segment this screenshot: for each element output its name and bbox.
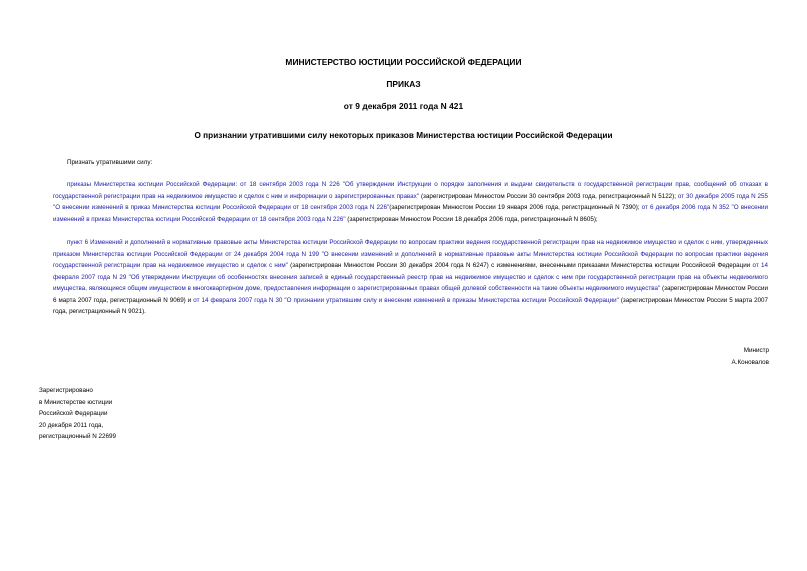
registration-line: в Министерстве юстиции xyxy=(39,398,113,406)
registration-line: Зарегистрировано xyxy=(39,387,93,394)
paragraph-1 xyxy=(53,179,768,225)
intro-text: Признать утратившими силу: xyxy=(67,159,153,166)
doc-type-heading: ПРИКАЗ xyxy=(386,79,421,89)
paragraph-2 xyxy=(53,237,768,318)
signature-name: А.Коновалов xyxy=(731,358,769,366)
paragraph-1-text-2: (зарегистрирован Минюстом России 19 января 2006 года, регистрационный N 7390); xyxy=(389,204,642,211)
document-title: О признании утратившими силу некоторых приказов Министерства юстиции Российской Федерации xyxy=(194,131,613,140)
link-order-30[interactable]: от 14 февраля 2007 года N 30 "О признании утратившим силу и внесении изменений в приказы Министерства юстиции Российской Федерации" xyxy=(193,296,619,304)
paragraph-2-text-3: (зарегистрирован Минюстом России 5 марта 2007 года, регистрационный N 9021). xyxy=(53,296,769,315)
paragraph-1-text-3: (зарегистрирован Минюстом России 18 декабря 2006 года, регистрационный N 8605); xyxy=(345,215,598,223)
link-order-226[interactable]: приказы Министерства юстиции Российской Федерации: от 18 сентября 2003 года N 226 "Об утверждении Инструкции о порядке заполнения и выдачи свидетельств о государственной регистрации прав, сообщений об отказах в государственной регистрации прав на недвижимое имущество и сделок с ним и информации о зарегистрированных правах" xyxy=(53,181,768,200)
link-order-199-item-6[interactable]: пункт 6 Изменений и дополнений в нормативные правовые акты Министерства юстиции Российской Федерации по вопросам практики ведения государственной регистрации прав на недвижимое имущество и сделок с ним, утвержденных приказом Министерства юстиции Российской Федерации от 24 декабря 2004 года N 199 "О внесении изменений и дополнений в нормативные правовые акты Министерства юстиции Российской Федерации по вопросам практики ведения государственной регистрации прав на недвижимое имущество и сделок с ним" xyxy=(53,239,768,269)
link-order-255[interactable]: от 30 декабря 2005 года N 255 "О внесении изменений в приказ Министерства юстиции Российской Федерации от 18 сентября 2003 года N 226" xyxy=(53,192,768,211)
registration-line: регистрационный N 22699 xyxy=(39,433,117,440)
link-order-29[interactable]: от 14 февраля 2007 года N 29 "Об утверждении Инструкции об особенностях внесения записей в единый государственный реестр прав на недвижимое имущество и сделок с ним при государственной регистрации прав на объекты недвижимого имущества, являющиеся общим имуществом в многоквартирном доме, предоставления информации о зарегистрированных правах общей долевой собственности на такие объекты недвижимого имущества" xyxy=(53,262,768,292)
paragraph-2-text-1: (зарегистрирован Минюстом России 30 декабря 2004 года N 6247) с изменениями, внесенными приказами Министерства юстиции Российской Федерации xyxy=(287,262,753,269)
signature-block xyxy=(732,345,769,368)
signature-position: Министр xyxy=(743,347,769,354)
date-number-heading: от 9 декабря 2011 года N 421 xyxy=(343,101,464,111)
paragraph-2-text-2: (зарегистрирован Минюстом России 6 марта 2007 года, регистрационный N 9069) и xyxy=(53,285,768,304)
registration-line: 20 декабря 2011 года, xyxy=(39,421,104,429)
ministry-heading: МИНИСТЕРСТВО ЮСТИЦИИ РОССИЙСКОЙ ФЕДЕРАЦИИ xyxy=(285,57,522,67)
registration-line: Российской Федерации xyxy=(39,410,108,417)
paragraph-1-text-1: (зарегистрирован Минюстом России 30 сентября 2003 года, регистрационный N 5122); xyxy=(419,192,678,200)
registration-block xyxy=(39,385,116,443)
link-order-352[interactable]: от 6 декабря 2006 года N 352 "О внесении изменений в приказ Министерства юстиции Российской Федерации от 18 сентября 2003 года N 226" xyxy=(53,204,768,223)
